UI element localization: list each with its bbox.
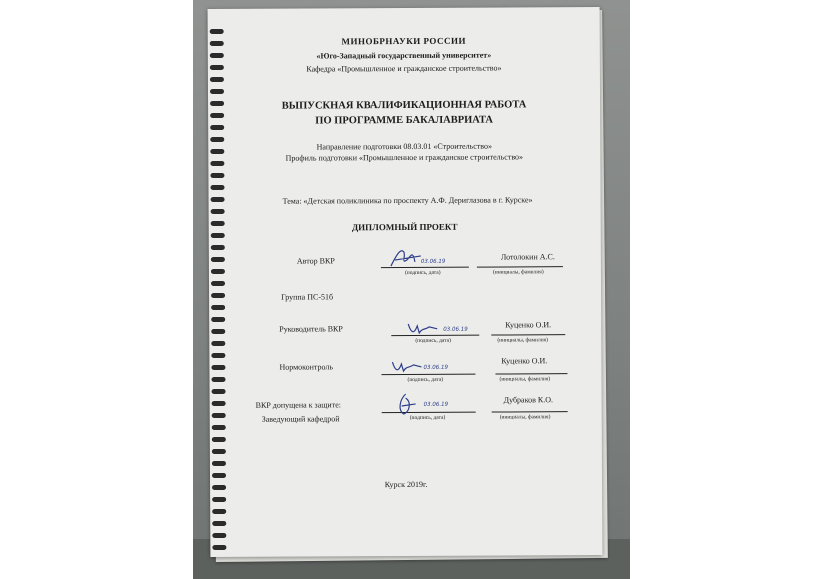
admitted-name-line: [492, 411, 568, 412]
project-type: ДИПЛОМНЫЙ ПРОЕКТ: [351, 221, 458, 233]
normcontrol-sign-date: 03.06.19: [423, 364, 448, 371]
author-sign-date: 03.06.19: [420, 258, 446, 265]
binding-ring: [212, 533, 226, 538]
binding-ring: [212, 545, 226, 550]
group-label: Группа ПС-51б: [281, 292, 334, 302]
binding-ring: [211, 257, 225, 262]
binding-ring: [212, 401, 226, 406]
binding-ring: [212, 497, 226, 502]
binding-ring: [211, 317, 225, 322]
supervisor-signature: [405, 318, 441, 338]
document-photo: [193, 0, 630, 579]
department-name: Кафедра «Промышленное и гражданское строительство»: [306, 63, 502, 74]
binding-ring: [211, 329, 225, 334]
binding-ring: [211, 365, 225, 370]
normcontrol-name-line: [495, 373, 567, 374]
binding-ring: [212, 521, 226, 526]
binding-ring: [211, 281, 225, 286]
normcontrol-name-caption: (инициалы, фамилия): [499, 376, 551, 383]
program-profile: Профиль подготовки «Промышленное и гражданское строительство»: [285, 152, 524, 163]
ministry-heading: МИНОБРНАУКИ РОССИИ: [341, 35, 467, 47]
university-name: «Юго-Западный государственный университет»: [316, 50, 492, 61]
binding-ring: [212, 473, 226, 478]
work-title-line1: ВЫПУСКНАЯ КВАЛИФИКАЦИОННАЯ РАБОТА: [281, 99, 527, 112]
supervisor-name-caption: (инициалы, фамилия): [497, 337, 549, 344]
admitted-name: Дубраков К.О.: [503, 395, 553, 405]
supervisor-sign-date: 03.06.19: [443, 326, 468, 333]
binding-ring: [212, 413, 226, 418]
author-name-caption: (инициалы, фамилия): [492, 269, 544, 276]
normcontrol-name: Куценко О.И.: [501, 356, 548, 366]
city-year: Курск 2019г.: [384, 479, 428, 490]
author-signature: [387, 246, 427, 270]
supervisor-name: Куценко О.И.: [505, 320, 552, 330]
work-title-line2: ПО ПРОГРАММЕ БАКАЛАВРИАТА: [315, 114, 494, 127]
author-label: Автор ВКР: [296, 256, 335, 266]
binding-ring: [210, 185, 224, 190]
binding-ring: [211, 293, 225, 298]
title-page: [208, 7, 603, 557]
binding-ring: [211, 341, 225, 346]
binding-ring: [210, 173, 224, 178]
supervisor-name-line: [491, 334, 565, 335]
binding-ring: [211, 353, 225, 358]
normcontrol-label: Нормоконтроль: [279, 362, 334, 372]
normcontrol-sign-caption: (подпись, дата): [407, 376, 444, 383]
binding-ring: [211, 245, 225, 250]
binding-ring: [212, 437, 226, 442]
author-sign-caption: (подпись, дата): [404, 269, 441, 277]
head-of-department-label: Заведующий кафедрой: [261, 414, 340, 424]
program-direction: Направление подготовки 08.03.01 «Строительство»: [316, 141, 493, 152]
binding-ring: [210, 77, 224, 82]
binding-ring: [211, 377, 225, 382]
supervisor-label: Руководитель ВКР: [279, 324, 343, 334]
thesis-topic: Тема: «Детская поликлиника по проспекту А.Ф. Дериглазова в г. Курске»: [282, 195, 533, 206]
binding-ring: [212, 389, 226, 394]
admitted-label: ВКР допущена к защите:: [255, 400, 341, 410]
binding-ring: [211, 209, 225, 214]
binding-ring: [211, 233, 225, 238]
author-name-line: [477, 266, 563, 267]
admitted-signature: [392, 392, 422, 418]
admitted-name-caption: (инициалы, фамилия): [499, 414, 551, 421]
binding-ring: [211, 305, 225, 310]
admitted-sign-caption: (подпись, дата): [409, 414, 446, 421]
binding-ring: [212, 449, 226, 454]
supervisor-sign-caption: (подпись, дата): [415, 337, 451, 344]
binding-ring: [212, 461, 226, 466]
author-name: Лотолокин А.С.: [500, 252, 555, 262]
binding-ring: [212, 509, 226, 514]
binding-ring: [210, 89, 224, 94]
admitted-sign-date: 03.06.19: [423, 401, 449, 408]
normcontrol-signature: [389, 356, 425, 376]
binding-ring: [210, 137, 224, 142]
binding-ring: [212, 425, 226, 430]
binding-ring: [211, 269, 225, 274]
binding-ring: [210, 29, 224, 34]
